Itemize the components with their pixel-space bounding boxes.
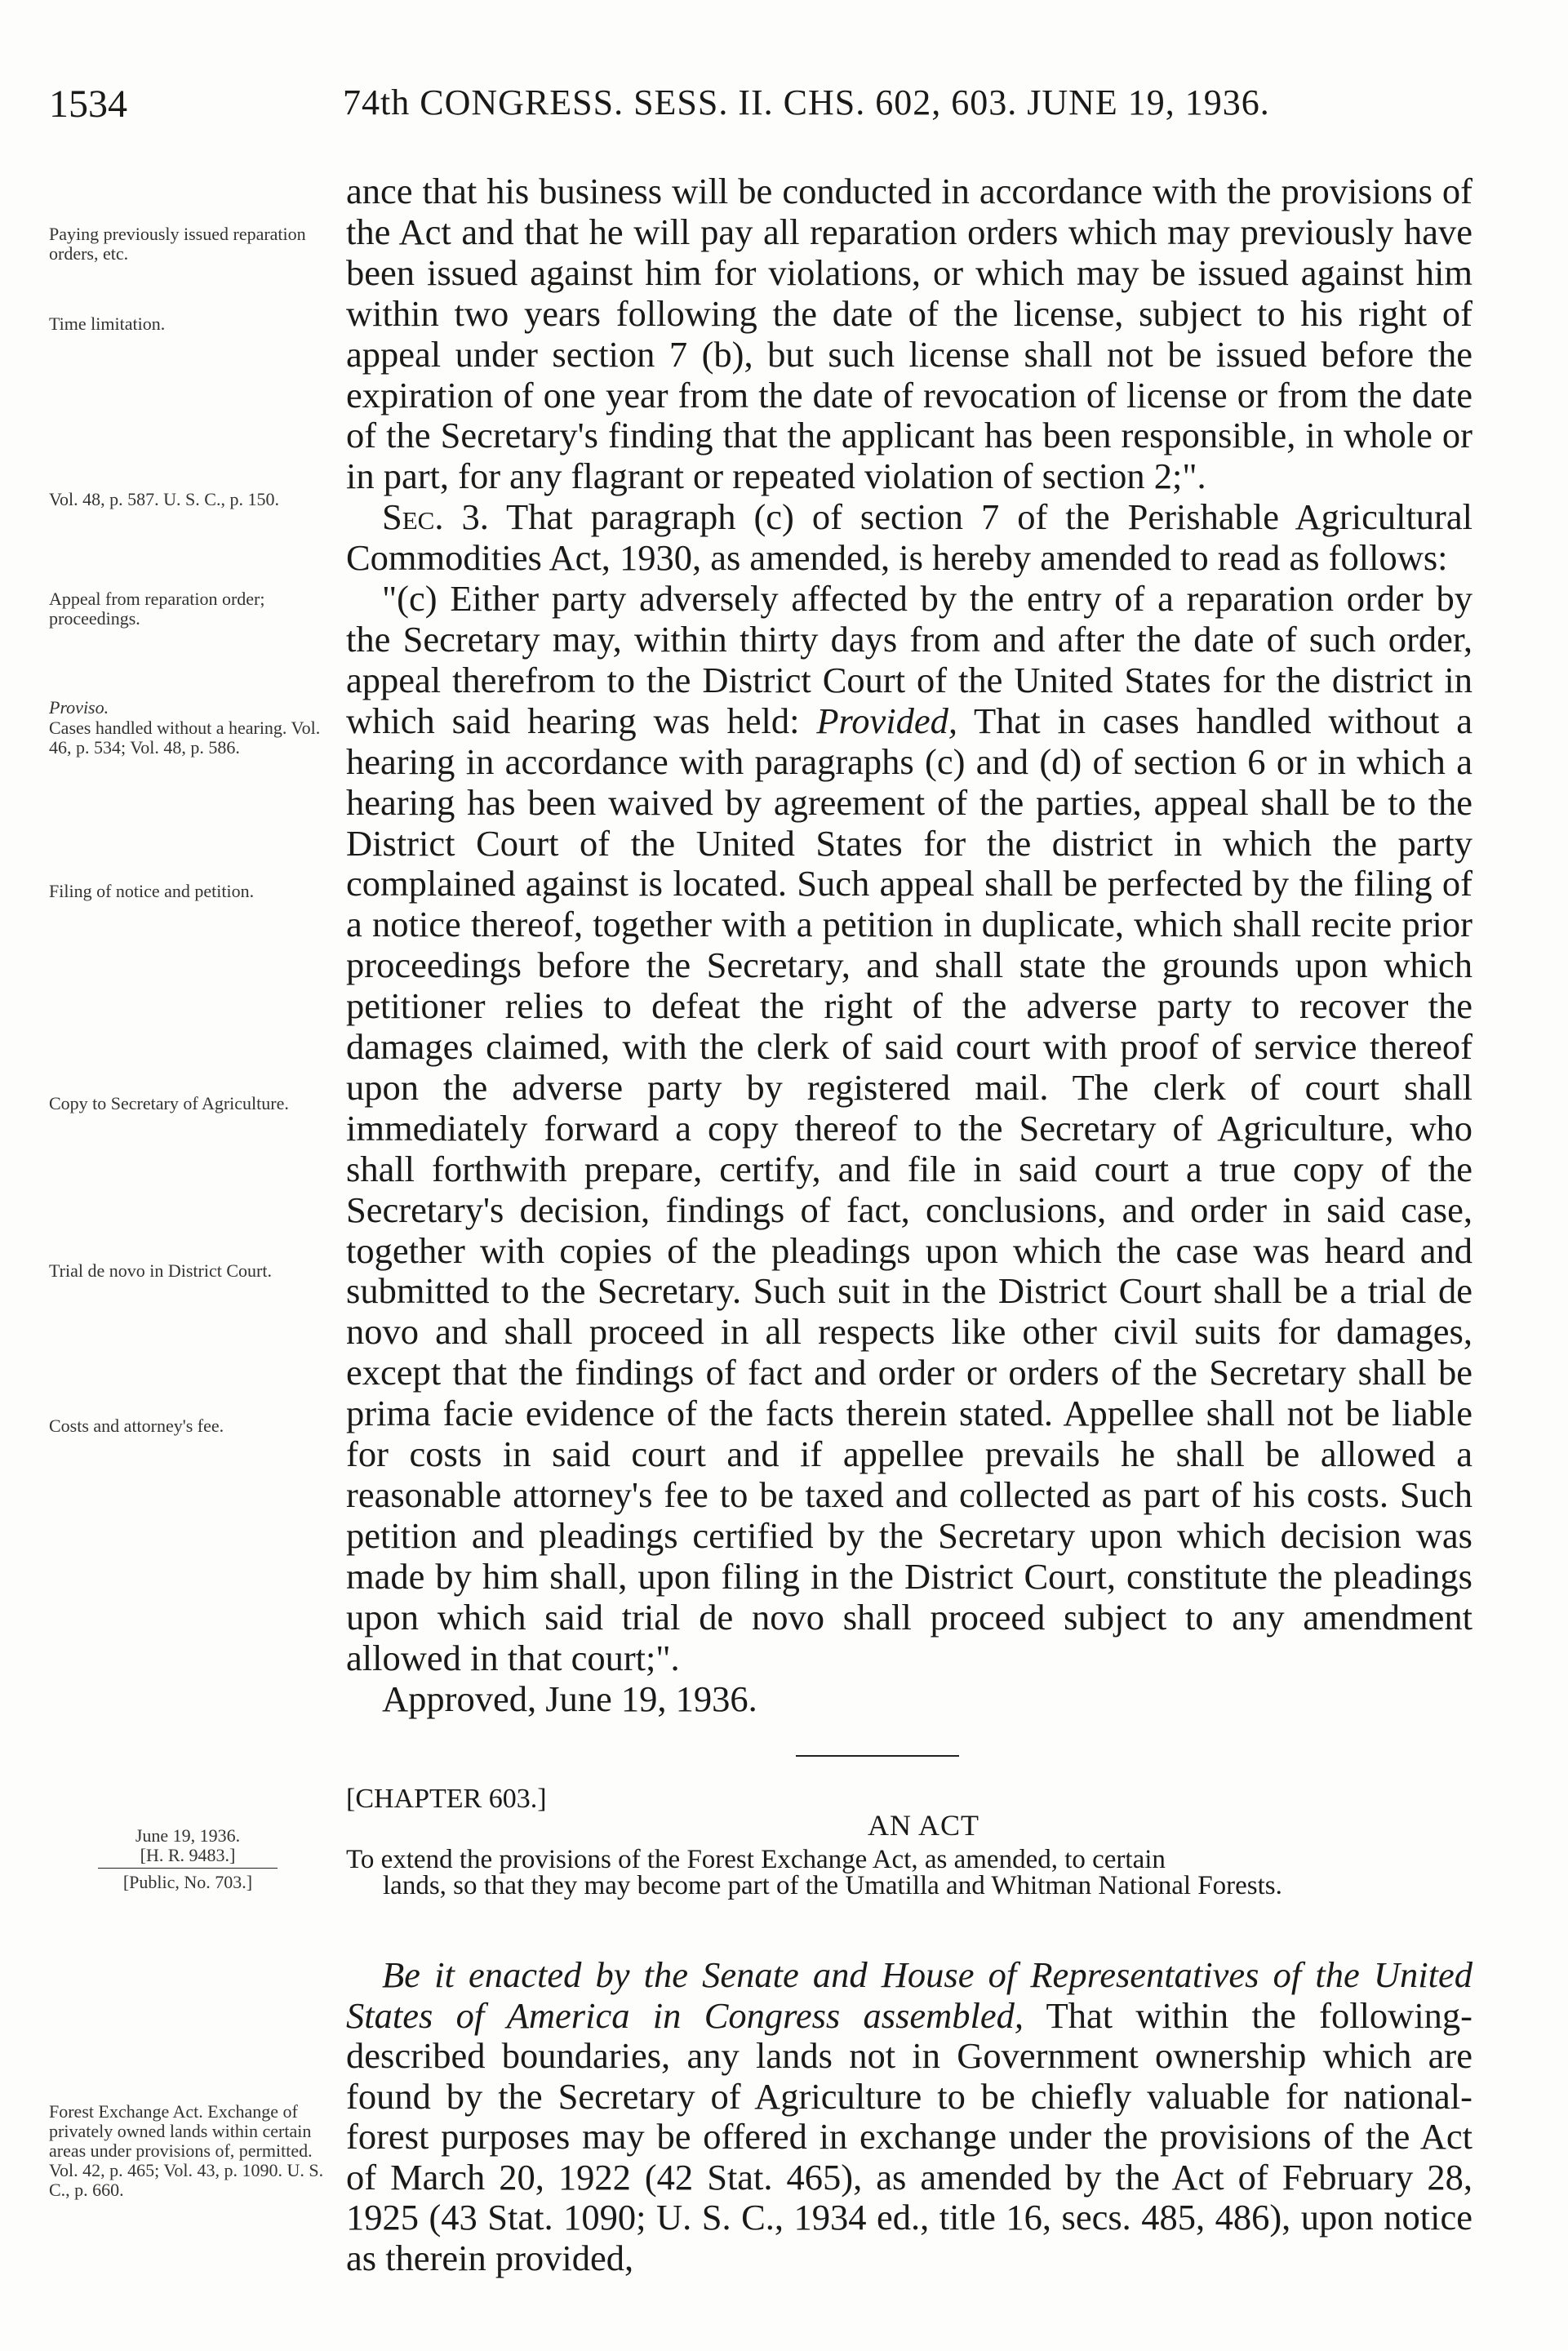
enacting-clause: Be it enacted by the Senate and House of Representatives of the United States of America in Congress assembled, xyxy=(346,1954,1472,2036)
paragraph-c-start: "(c) Either party adversely affected by the entry of a reparation order by the Secretary may, within thirty days from and after the date of such order, appeal therefrom to the District Court of the United States for the district in which said hearing was held: xyxy=(346,578,1472,741)
margin-chapter-public: [Public, No. 703.] xyxy=(122,1872,253,1892)
section-3-label: Sec. 3. xyxy=(382,496,489,538)
margin-note-vol48: Vol. 48, p. 587. U. S. C., p. 150. xyxy=(49,489,279,509)
paragraph-continued: ance that his business will be conducted in accordance with the provisions of the Act and that he will pay all reparation orders which may previously have been issued against him for violations, or which may be issued against him within two years following the date of the license, subject to his right of appeal under section 7 (b), but such license shall not be issued before the expiration of one year from the date of revocation of license or from the date of the Secretary's finding that the applicant has been responsible, in whole or in part, for any flagrant or repeated violation of section 2;". xyxy=(346,171,1472,497)
page-header xyxy=(49,82,1486,139)
act-title-rest: lands, so that they may become part of the Umatilla and Whitman National Forests. xyxy=(383,1871,1282,1900)
paragraph-c xyxy=(346,579,1472,1678)
margin-note-appeal: Appeal from reparation order; proceedings. xyxy=(49,589,265,629)
enacting-paragraph xyxy=(346,1955,1472,2278)
approved-line: Approved, June 19, 1936. xyxy=(382,1678,757,1719)
paragraph-c-end: That in cases handled without a hearing in accordance with paragraphs (c) and (d) of section 6 or in which a hearing has been waived by agreement of the parties, appeal shall be to the District Court of the United States for the district in which the party complained against is located. Such appeal shall be perfected by the filing of a notice thereof, together with a petition in duplicate, which shall recite prior proceedings before the Secretary, and shall state the grounds upon which petitioner relies to defeat the right of the adverse party to recover the damages claimed, with the clerk of said court with proof of service thereof upon the adverse party by registered mail. The clerk of court shall immediately forward a copy thereof to the Secretary of Agriculture, who shall forthwith prepare, certify, and file in said court a true copy of the Secretary's decision, findings of fact, conclusions, and order in said case, together with copies of the pleadings upon which the case was heard and submitted to the Secretary. Such suit in the District Court shall be a trial de novo and shall proceed in all respects like other civil suits for damages, except that the findings of fact and order or orders of the Secretary shall be prima facie evidence of the facts therein stated. Appellee shall not be liable for costs in said court and if appellee prevails he shall be allowed a reasonable attorney's fee to be taxed and collected as part of his costs. Such petition and pleadings certified by the Secretary upon which decision was made by him shall, upon filing in the District Court, constitute the pleadings upon which said trial de novo shall proceed subject to any amendment allowed in that court;". xyxy=(346,700,1472,1678)
chapter-603-label: [CHAPTER 603.] xyxy=(346,1784,547,1814)
margin-chapter-bill: [H. R. 9483.] xyxy=(140,1845,236,1865)
margin-note-forest-exchange: Forest Exchange Act. Exchange of privately owned lands within certain areas under provisions of, permitted. Vol. 42, p. 465; Vol. 43, p. 1090. U. S. C., p. 660. xyxy=(49,2101,324,2200)
margin-note-costs: Costs and attorney's fee. xyxy=(49,1415,224,1436)
margin-note-time-limitation: Time limitation. xyxy=(49,313,166,334)
margin-note-filing: Filing of notice and petition. xyxy=(49,881,255,901)
margin-note-proviso-label: Proviso. xyxy=(49,697,109,718)
section-3-text: That paragraph (c) of section 7 of the Perishable Agricultural Commodities Act, 1930, as amended, is hereby amended to read as follows: xyxy=(346,496,1472,579)
enacting-text: That within the following-described boundaries, any lands not in Government ownership which are found by the Secretary of Agriculture to be chiefly valuable for national-forest purposes may be offered in exchange under the provisions of the Act of March 20, 1922 (42 Stat. 465), as amended by the Act of February 28, 1925 (43 Stat. 1090; U. S. C., 1934 ed., title 16, secs. 485, 486), upon notice as therein provided, xyxy=(346,1994,1473,2278)
act-title-line-1: To extend the provisions of the Forest Exchange Act, as amended, to certain xyxy=(346,1845,1166,1874)
section-divider xyxy=(796,1755,959,1757)
margin-note-copy-secretary: Copy to Secretary of Agriculture. xyxy=(49,1093,289,1113)
margin-note-paying-orders: Paying previously issued reparation orders, etc. xyxy=(49,224,306,264)
margin-note-trial-de-novo: Trial de novo in District Court. xyxy=(49,1260,272,1281)
act-title xyxy=(346,1847,1472,1899)
margin-rule xyxy=(98,1868,278,1869)
an-act-heading: AN ACT xyxy=(868,1809,980,1842)
margin-chapter-date: June 19, 1936. xyxy=(135,1825,241,1846)
section-3-paragraph xyxy=(346,497,1472,579)
running-head: 74th CONGRESS. SESS. II. CHS. 602, 603. JUNE 19, 1936. xyxy=(343,82,1270,122)
margin-note-proviso-text: Cases handled without a hearing. Vol. 46, p. 534; Vol. 48, p. 586. xyxy=(49,718,321,758)
chapter-602-body xyxy=(346,171,1472,1679)
page-number: 1534 xyxy=(49,82,127,126)
provided-word: Provided, xyxy=(816,700,957,741)
